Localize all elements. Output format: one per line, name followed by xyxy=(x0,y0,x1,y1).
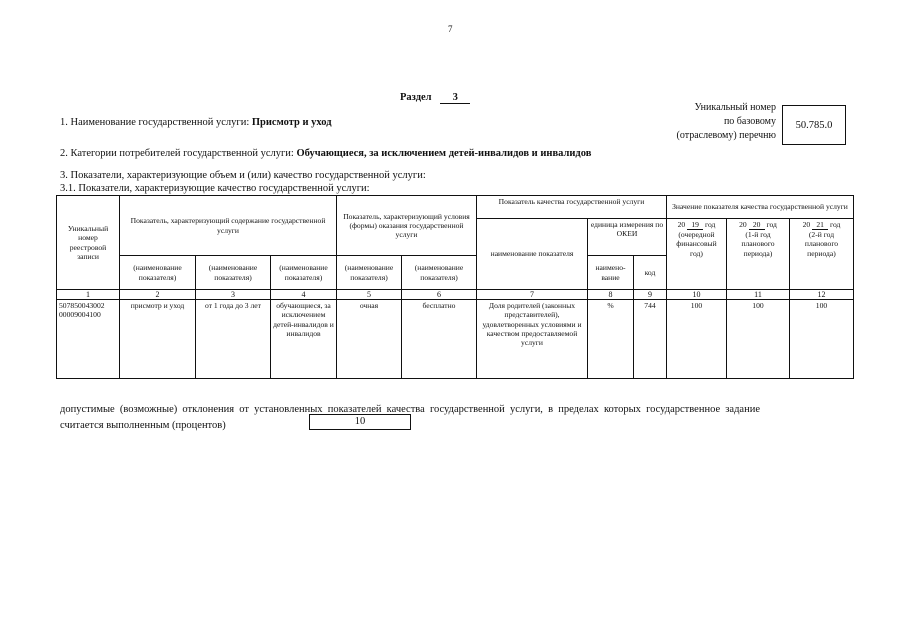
header-quality-indicator: Показатель качества государственной услуги xyxy=(477,196,667,219)
cell-unit-code: 744 xyxy=(634,300,667,379)
header-year-3 xyxy=(790,219,854,290)
indicators-heading: 3. Показатели, характеризующие объем и (или) качество государственной услуги: xyxy=(60,170,426,181)
subheader-name-6: (наименование показателя) xyxy=(402,256,477,290)
consumer-category-prefix: 2. Категории потребителей государственной услуги: xyxy=(60,148,294,159)
service-name-line xyxy=(60,117,332,128)
cell-content-1: присмотр и уход xyxy=(120,300,196,379)
header-indicator-name: наименование показателя xyxy=(477,219,588,290)
cell-registry-number: 507850043002 00009004100 xyxy=(57,300,120,379)
consumer-category-line xyxy=(60,148,591,159)
column-number: 2 xyxy=(120,290,196,300)
unique-number-label-line: Уникальный номер xyxy=(694,102,776,113)
header-unit: единица измерения по ОКЕИ xyxy=(588,219,667,256)
section-label: Раздел xyxy=(400,92,432,103)
page-number: 7 xyxy=(448,24,453,34)
year-description: (2-й год планового периода) xyxy=(804,230,839,258)
cell-indicator-name: Доля родителей (законных представителей), удовлетворенных условиями и качеством предоставляемой услуги xyxy=(477,300,588,379)
cell-condition-1: очная xyxy=(337,300,402,379)
column-number: 4 xyxy=(271,290,337,300)
column-number: 8 xyxy=(588,290,634,300)
cell-unit-name: % xyxy=(588,300,634,379)
section-number: 3 xyxy=(440,92,470,104)
allowed-deviation-text: допустимые (возможные) отклонения от установленных показателей качества государственной услуги, в пределах которых государственное задание считается выполненным (процентов) xyxy=(60,404,760,431)
cell-value-year-2: 100 xyxy=(727,300,790,379)
year-suffix: год xyxy=(705,220,716,229)
column-number: 6 xyxy=(402,290,477,300)
year-value: 20 xyxy=(749,220,765,230)
column-number: 1 xyxy=(57,290,120,300)
column-number: 9 xyxy=(634,290,667,300)
unique-number-label xyxy=(640,101,776,143)
cell-content-2: от 1 года до 3 лет xyxy=(196,300,271,379)
column-number: 5 xyxy=(337,290,402,300)
allowed-deviation-value: 10 xyxy=(354,416,366,427)
quality-indicators-heading: 3.1. Показатели, характеризующие качество государственной услуги: xyxy=(60,183,370,194)
unique-number-label-line: по базовому xyxy=(723,116,776,127)
unique-number-value: 50.785.0 xyxy=(795,119,833,131)
year-value: 21 xyxy=(812,220,828,230)
year-prefix: 20 xyxy=(677,220,686,229)
year-prefix: 20 xyxy=(739,220,747,229)
column-number: 12 xyxy=(790,290,854,300)
quality-table xyxy=(56,195,854,379)
cell-value-year-1: 100 xyxy=(667,300,727,379)
consumer-category-value: Обучающиеся, за исключением детей-инвалидов и инвалидов xyxy=(296,148,592,159)
service-name-prefix: 1. Наименование государственной услуги: xyxy=(60,117,250,128)
subheader-name-2: (наименование показателя) xyxy=(120,256,196,290)
header-conditions-indicator: Показатель, характеризующий условия (формы) оказания государственной услуги xyxy=(337,196,477,256)
column-number: 11 xyxy=(727,290,790,300)
column-number: 7 xyxy=(477,290,588,300)
header-year-2 xyxy=(727,219,790,290)
cell-condition-2: бесплатно xyxy=(402,300,477,379)
header-unique-number: Уникальный номер реестровой записи xyxy=(57,196,120,290)
service-name-value: Присмотр и уход xyxy=(251,117,332,128)
allowed-deviation-box xyxy=(309,414,411,430)
year-prefix: 20 xyxy=(802,220,811,229)
subheader-name-5: (наименование показателя) xyxy=(337,256,402,290)
year-description: (очередной финансовый год) xyxy=(676,230,717,258)
year-suffix: год xyxy=(830,220,841,229)
section-heading xyxy=(400,92,470,104)
header-unit-name: наимено-вание xyxy=(588,256,634,290)
unique-number-label-line: (отраслевому) перечню xyxy=(676,130,776,141)
header-year-1 xyxy=(667,219,727,290)
column-number: 10 xyxy=(667,290,727,300)
header-unit-code: код xyxy=(634,256,667,290)
header-indicator-value: Значение показателя качества государственной услуги xyxy=(667,196,854,219)
subheader-name-4: (наименование показателя) xyxy=(271,256,337,290)
unique-number-box xyxy=(782,105,846,145)
year-suffix: год xyxy=(766,220,777,229)
header-content-indicator: Показатель, характеризующий содержание государственной услуги xyxy=(120,196,337,256)
year-value: 19 xyxy=(687,220,703,230)
subheader-name-3: (наименование показателя) xyxy=(196,256,271,290)
cell-content-3: обучающиеся, за исключением детей-инвалидов и инвалидов xyxy=(271,300,337,379)
cell-value-year-3: 100 xyxy=(790,300,854,379)
year-description: (1-й год планового периода) xyxy=(741,230,775,258)
table-row xyxy=(57,300,854,379)
column-number: 3 xyxy=(196,290,271,300)
